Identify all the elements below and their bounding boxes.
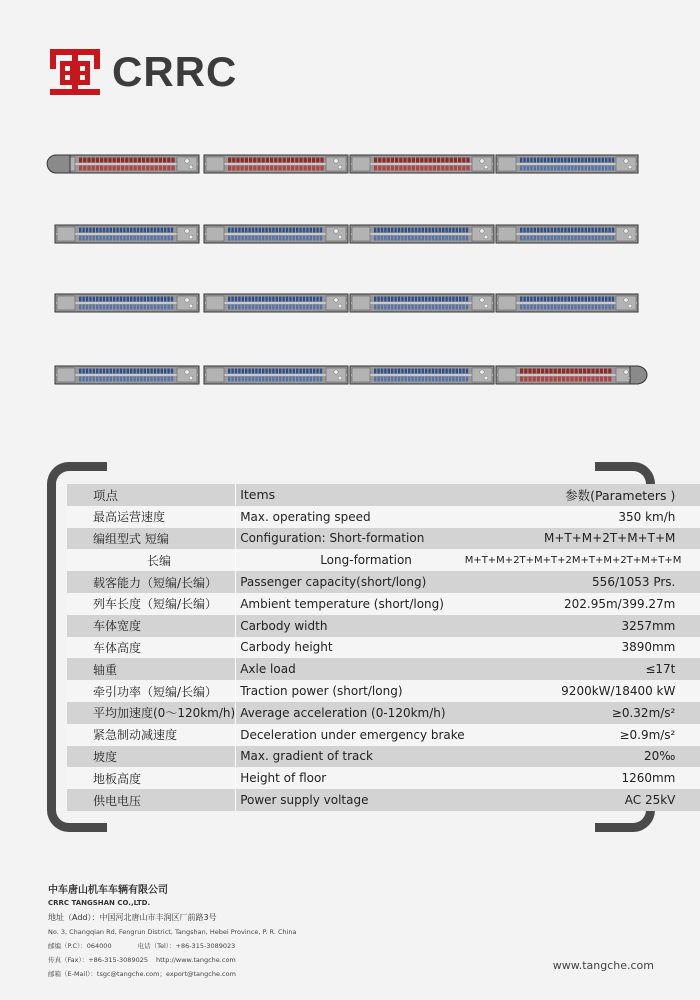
company-postcode: 邮编（P.C）：064000 [48,942,112,950]
spec-item-cn: 载客能力（短编/长编） [93,575,218,590]
train-car [350,366,494,384]
spec-item-en: Carbody width [236,615,465,637]
spec-header-row [67,484,700,506]
train-car [55,366,199,384]
spec-item-cn: 编组型式 短编 [93,531,169,546]
spec-item-en: Passenger capacity(short/long) [236,571,465,593]
header-parameters: 参数(Parameters ) [565,487,676,503]
spec-row [67,571,700,593]
train-nose [630,366,647,384]
spec-item-cn: 长编 [147,553,172,568]
company-name-en: CRRC TANGSHAN CO.,LTD. [48,899,151,907]
spec-item-cn: 最高运营速度 [93,510,166,525]
company-tel: 电话（Tel）：+86-315-3089023 [137,942,236,950]
spec-item-en: Ambient temperature (short/long) [236,593,465,615]
spec-item-cn: 坡度 [93,749,118,764]
spec-value: 3257mm [621,618,676,633]
spec-value: AC 25kV [624,793,676,808]
spec-row [67,702,700,724]
spec-row [67,506,700,528]
train-car [496,366,638,384]
spec-row [67,593,700,615]
spec-item-cn: 轴重 [93,662,118,677]
spec-item-cn: 地板高度 [93,771,142,786]
website-link[interactable]: www.tangche.com [552,959,654,972]
spec-value: 1260mm [621,771,676,786]
spec-row [67,528,700,550]
header-item-cn: 项点 [93,487,119,503]
train-floor-plans [0,0,700,460]
company-fax: 传真（Fax）：+86-315-3089025 [48,956,148,964]
header-item-en: Items [236,484,465,506]
spec-value: 202.95m/399.27m [563,596,676,611]
company-contact-row-1 [48,939,297,953]
train-car [496,225,638,243]
spec-value: 3890mm [621,640,676,655]
train-car [350,155,494,173]
spec-item-cn: 车体宽度 [93,619,142,634]
spec-value: ≥0.32m/s² [611,705,676,720]
spec-row [67,549,700,571]
spec-value: 9200kW/18400 kW [561,684,676,699]
logo-wordmark: CRRC [112,48,238,95]
train-car [204,366,348,384]
spec-value: 20‰ [644,749,676,764]
spec-item-en: Configuration: Short-formation [236,528,465,550]
spec-value: 350 km/h [618,509,676,524]
spec-row [67,615,700,637]
spec-item-en: Traction power (short/long) [236,680,465,702]
company-contact-row-2 [48,953,297,967]
train-car [55,294,199,312]
spec-panel [47,462,682,832]
spec-row [67,658,700,680]
spec-item-cn: 车体高度 [93,640,142,655]
train-car [55,225,199,243]
spec-value: M+T+M+2T+M+T+2M+T+M+2T+M+T+M [464,554,682,566]
train-car [350,225,494,243]
train-car [350,294,494,312]
spec-item-cn: 平均加速度(0～120km/h) [93,706,236,721]
company-address-cn: 地址（Add）：中国河北唐山市丰润区厂前路3号 [48,913,217,922]
spec-item-en: Max. gradient of track [236,746,465,768]
spec-value: M+T+M+2T+M+T+M [544,531,676,546]
spec-value: ≥0.9m/s² [619,727,676,742]
train-nose [47,155,70,173]
spec-item-en: Deceleration under emergency brake [236,724,465,746]
train-car [204,155,348,173]
company-info [48,884,297,981]
spec-value: 556/1053 Prs. [592,575,676,590]
spec-row [67,637,700,659]
spec-item-en: Long-formation [236,549,465,571]
train-car [496,294,638,312]
train-car [204,225,348,243]
spec-item-cn: 供电电压 [93,793,142,808]
company-web-small: http://www.tangche.com [156,956,236,964]
train-car [204,294,348,312]
spec-row [67,680,700,702]
company-address-en: No. 3, Changqian Rd, Fengrun District, Tangshan, Hebei Province, P. R. China [48,928,297,936]
spec-item-en: Max. operating speed [236,506,465,528]
spec-item-en: Height of floor [236,767,465,789]
company-email: 邮箱（E-Mail）：tsgc@tangche.com；export@tangche.com [48,970,236,978]
spec-item-en: Power supply voltage [236,789,465,811]
spec-value: ≤17t [645,662,676,677]
train-car [496,155,638,173]
company-name-cn: 中车唐山机车车辆有限公司 [48,885,168,896]
spec-item-cn: 紧急制动减速度 [93,728,178,743]
spec-row [67,724,700,746]
spec-row [67,767,700,789]
train-car [55,155,199,173]
spec-item-cn: 列车长度（短编/长编） [93,597,218,612]
spec-item-en: Carbody height [236,637,465,659]
spec-item-en: Average acceleration (0-120km/h) [236,702,465,724]
spec-item-en: Axle load [236,658,465,680]
spec-item-cn: 牵引功率（短编/长编） [93,684,218,699]
spec-row [67,789,700,811]
spec-row [67,746,700,768]
spec-table [67,484,700,811]
